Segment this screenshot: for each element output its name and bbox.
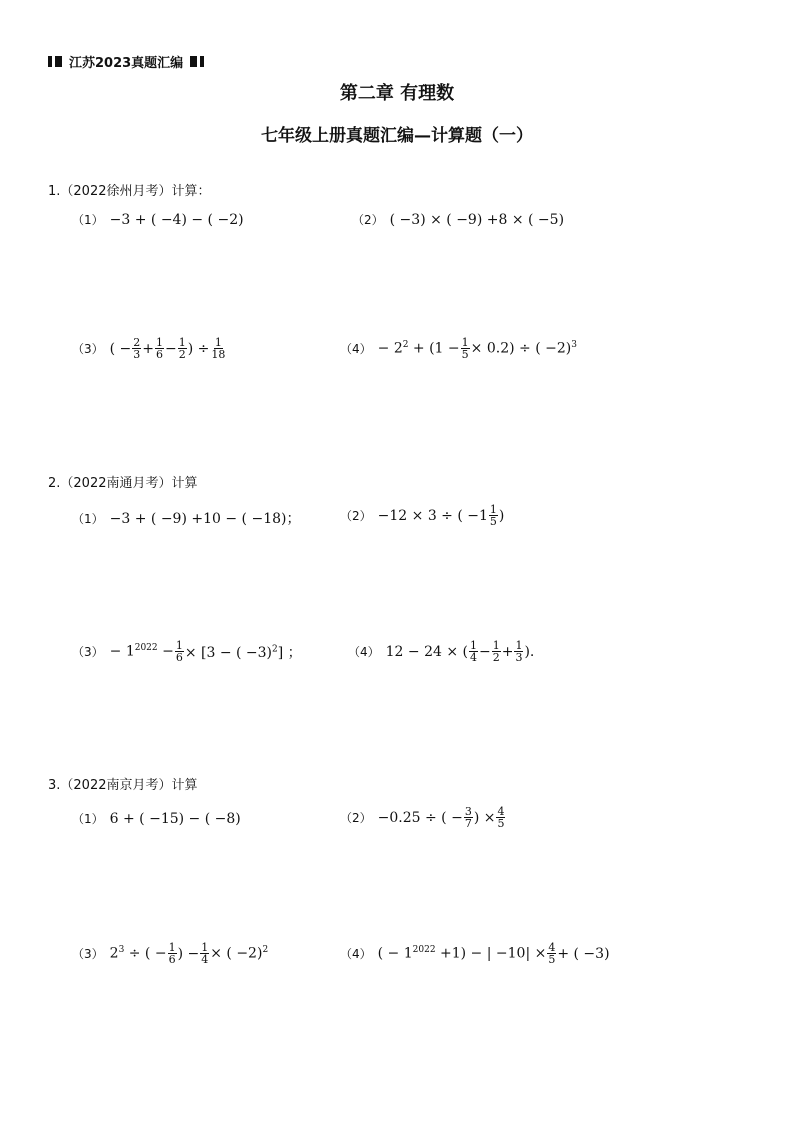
exponent: 2022: [134, 643, 158, 654]
expression: 6 + ( −15) − ( −8): [109, 810, 241, 827]
page-header: [48, 52, 204, 71]
denominator: 2: [492, 651, 500, 664]
expression-text: − 1: [109, 643, 135, 660]
q1-item-2: [352, 211, 564, 228]
fraction: [132, 337, 141, 360]
fraction: [489, 504, 498, 527]
denominator: 7: [464, 817, 472, 830]
header-bar-left-1: [48, 56, 52, 67]
denominator: 6: [168, 953, 176, 966]
q2-item-3: [72, 640, 302, 663]
numerator: 1: [492, 639, 500, 652]
numerator: 1: [175, 639, 183, 652]
numerator: 2: [133, 336, 141, 349]
fraction: [461, 337, 470, 360]
denominator: 3: [515, 651, 523, 664]
q1-item-3: [72, 337, 227, 360]
expression-part: [110, 643, 174, 660]
numerator: 1: [461, 336, 469, 349]
item-label: （1）: [72, 511, 104, 526]
expression-part: [378, 340, 460, 357]
denominator: 5: [548, 953, 556, 966]
item-label: （2）: [340, 811, 372, 825]
fraction: [178, 337, 187, 360]
item-label: （1）: [72, 213, 104, 227]
numerator: 1: [515, 639, 523, 652]
exponent: 2022: [412, 945, 436, 956]
item-label: （3）: [72, 947, 104, 961]
expression-text: × 0.2) ÷ ( −2): [470, 340, 572, 357]
q2-item-4: [348, 640, 534, 663]
exponent: 3: [118, 945, 125, 956]
expression-part: −: [479, 643, 491, 660]
question-1-heading: 1.（2022徐州月考）计算：: [48, 184, 211, 199]
q2-item-2: [340, 504, 504, 527]
expression-text: × [3 − ( −3): [184, 644, 273, 661]
denominator: 6: [175, 651, 183, 664]
expression-part: ) ×: [473, 809, 496, 826]
fraction: [210, 337, 226, 360]
expression-part: [471, 340, 577, 357]
item-label: （2）: [352, 213, 384, 227]
expression-text: − 2: [377, 340, 403, 357]
expression-text: ( − 1: [377, 945, 413, 962]
numerator: 1: [201, 941, 209, 954]
fraction: [547, 942, 556, 965]
denominator: 5: [489, 515, 497, 528]
numerator: 1: [156, 336, 164, 349]
numerator: 4: [548, 941, 556, 954]
denominator: 4: [470, 651, 477, 664]
fraction: [200, 942, 209, 965]
fraction: [168, 942, 177, 965]
expression: −3 + ( −9) +10 − ( −18)；: [109, 511, 301, 527]
question-2-heading: 2.（2022南通月考）计算: [48, 476, 198, 491]
expression-part: + ( −3): [557, 945, 610, 962]
expression-part: −12 × 3 ÷ ( −1: [377, 507, 488, 524]
expression-part: +: [501, 643, 514, 660]
exponent: 3: [571, 340, 577, 351]
fraction: [496, 806, 505, 829]
item-label: （4）: [340, 947, 372, 961]
q3-item-4: [340, 942, 610, 965]
chapter-title: 第二章 有理数: [339, 83, 455, 104]
numerator: 1: [178, 336, 186, 349]
fraction: [469, 640, 478, 663]
q3-item-3: [72, 942, 268, 965]
fraction: [175, 640, 184, 663]
numerator: 4: [497, 805, 505, 818]
expression-part: ): [498, 507, 505, 524]
expression: −3 + ( −4) − ( −2): [109, 211, 244, 228]
q1-item-1: [72, 211, 244, 228]
question-3-heading: 3.（2022南京月考）计算: [48, 778, 198, 793]
item-label: （4）: [348, 645, 380, 659]
header-bar-right-1: [190, 56, 197, 67]
fraction: [155, 337, 164, 360]
q3-item-1: [72, 810, 241, 827]
expression-part: +: [142, 340, 155, 357]
expression-text: +1) − | −10| ×: [435, 945, 547, 962]
page-subtitle: 七年级上册真题汇编—计算题（一）: [261, 126, 533, 146]
denominator: 5: [497, 817, 505, 830]
item-label: （2）: [340, 509, 372, 523]
denominator: 3: [133, 348, 141, 361]
expression-part: ) −: [177, 945, 200, 962]
exponent: 2: [402, 340, 409, 351]
expression-text: + (1 −: [408, 340, 460, 357]
item-label: （3）: [72, 645, 104, 659]
expression-part: [185, 642, 302, 662]
expression-text: ] ；: [277, 644, 302, 661]
denominator: 5: [461, 348, 469, 361]
expression-text: ÷ ( −: [124, 945, 167, 962]
denominator: 2: [178, 348, 186, 361]
header-label: 江苏2023真题汇编: [69, 56, 184, 71]
numerator: 1: [489, 503, 497, 516]
expression-part: [378, 945, 547, 962]
expression-part: [110, 945, 167, 962]
expression: ( −3) × ( −9) +8 × ( −5): [389, 211, 565, 228]
denominator: 4: [201, 953, 209, 966]
q3-item-2: [340, 806, 506, 829]
expression-text: 2: [109, 945, 119, 962]
expression-part: ) ÷: [187, 340, 210, 357]
numerator: 1: [214, 336, 222, 349]
numerator: 3: [464, 805, 472, 818]
expression-part: 12 − 24 × (: [385, 643, 468, 660]
denominator: 6: [156, 348, 164, 361]
fraction: [492, 640, 501, 663]
numerator: 1: [168, 941, 176, 954]
expression-part: −0.25 ÷ ( −: [377, 809, 463, 826]
header-bar-right-2: [200, 56, 204, 67]
header-bar-left-2: [55, 56, 62, 67]
item-label: （4）: [340, 342, 372, 356]
exponent: 2: [262, 945, 269, 956]
expression-text: × ( −2): [210, 945, 263, 962]
expression-text: −: [157, 643, 174, 660]
fraction: [464, 806, 473, 829]
expression-part: ).: [524, 643, 535, 660]
expression-part: −: [165, 340, 177, 357]
item-label: （1）: [72, 812, 104, 826]
numerator: 1: [470, 639, 477, 652]
q2-item-1: [72, 508, 300, 528]
exponent: 2: [272, 643, 278, 654]
item-label: （3）: [72, 342, 104, 356]
fraction: [514, 640, 523, 663]
denominator: 18: [211, 348, 226, 361]
expression-part: ( −: [109, 340, 132, 357]
q1-item-4: [340, 337, 577, 360]
expression-part: [210, 945, 268, 962]
